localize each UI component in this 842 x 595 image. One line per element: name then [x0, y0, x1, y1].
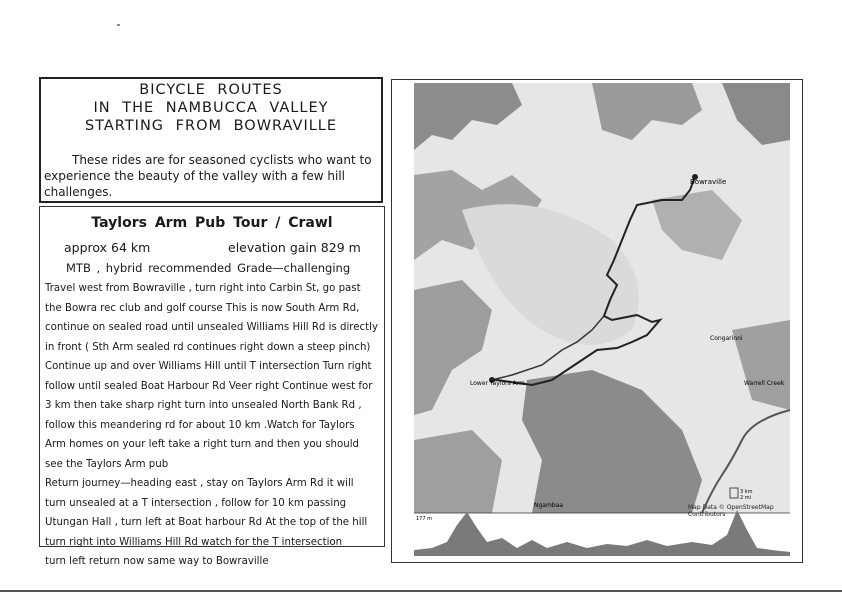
profile-max-label: 177 m	[416, 516, 433, 522]
route-line: Return journey—heading east , stay on Taylors Arm Rd it will	[45, 478, 354, 489]
route-line: turn unsealed at a T intersection , follow for 10 km passing	[45, 497, 347, 509]
scale-km: 3 km	[740, 489, 753, 495]
route-line: continue on sealed road until unsealed Williams Hill Rd is directly	[45, 322, 378, 333]
warrell-creek-label: Warrell Creek	[744, 380, 785, 387]
page-bottom-line	[0, 590, 842, 592]
scan-speck	[117, 24, 120, 26]
route-line: Continue up and over Williams Hill until T intersection Turn right	[45, 361, 372, 372]
title-box	[39, 77, 383, 203]
title-line-3: STARTING FROM BOWRAVILLE	[84, 118, 338, 134]
intro-text: These rides are for seasoned cyclists who want to experience the beauty of the valley with a few hill challenges.	[44, 153, 372, 199]
route-description	[45, 279, 383, 572]
route-elevation: elevation gain 829 m	[228, 240, 361, 255]
route-map	[391, 79, 803, 563]
title-line-2: IN THE NAMBUCCA VALLEY	[93, 100, 329, 116]
route-box	[39, 206, 385, 567]
route-line: in front ( Sth Arm sealed rd continues right down a steep pinch)	[45, 341, 371, 353]
ngambaa-label: Ngambaa	[534, 502, 563, 509]
lower-taylors-arm-label: Lower Taylors Arm	[470, 380, 525, 387]
bowraville-label: Bowraville	[690, 178, 727, 186]
scale-mi: 2 mi	[740, 495, 752, 501]
route-recommendation: MTB , hybrid recommended Grade—challenging	[66, 261, 351, 275]
route-line: turn right into Williams Hill Rd watch for the T intersection	[45, 536, 343, 548]
route-line: Arm homes on your left take a right turn and then you should	[45, 439, 359, 450]
route-distance: approx 64 km	[64, 240, 151, 255]
route-line: follow this meandering rd for about 10 km .Watch for Taylors	[45, 419, 355, 431]
route-line: the Bowra rec club and golf course This is now South Arm Rd,	[45, 302, 360, 314]
route-line: see the Taylors Arm pub	[45, 458, 169, 470]
map-graphic	[392, 80, 802, 562]
map-attribution: Map Data © OpenStreetMap Contributors	[688, 504, 774, 518]
route-title: Taylors Arm Pub Tour / Crawl	[91, 215, 333, 231]
route-line: turn left return now same way to Bowraville	[45, 556, 269, 567]
route-line: follow until sealed Boat Harbour Rd Veer right Continue west for	[45, 380, 373, 392]
route-line: Travel west from Bowraville , turn right into Carbin St, go past	[45, 283, 361, 294]
congarinni-label: Congarinni	[710, 335, 743, 342]
route-line: 3 km then take sharp right turn into unsealed North Bank Rd ,	[45, 400, 362, 411]
route-line: Utungan Hall , turn left at Boat harbour Rd At the top of the hill	[45, 517, 368, 528]
title-line-1: BICYCLE ROUTES	[139, 82, 283, 98]
